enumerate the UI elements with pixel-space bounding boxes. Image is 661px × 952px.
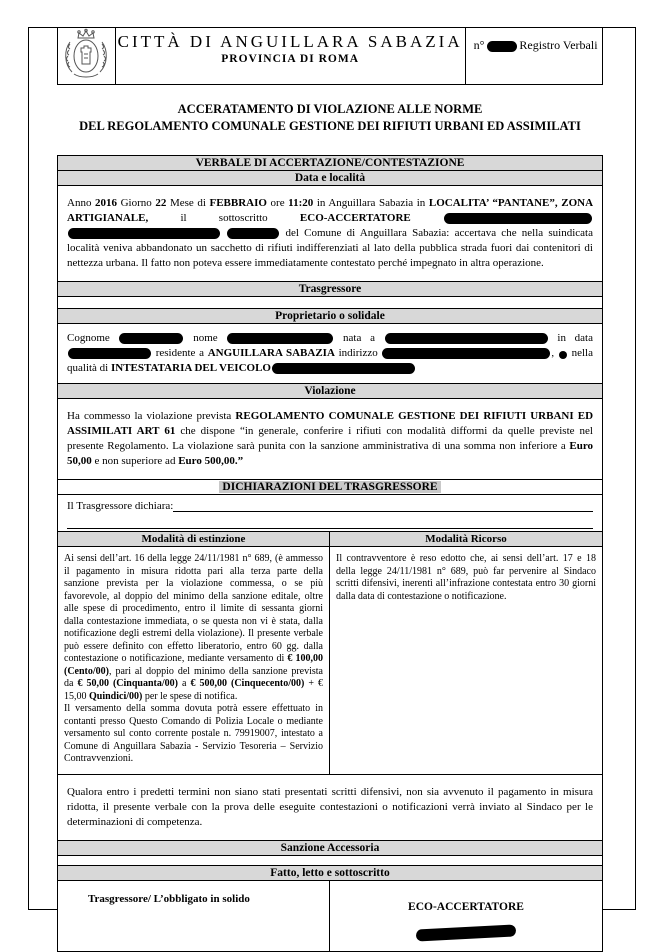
redaction-bar	[272, 363, 415, 374]
dichiara-line1	[67, 498, 593, 512]
section-header-dichiarazioni	[58, 480, 602, 495]
estinzione-column-header: Modalità di estinzione	[58, 532, 330, 546]
dichiarazioni-row	[58, 495, 602, 532]
section-header-verbale: VERBALE DI ACCERTAZIONE/CONTESTAZIONE	[58, 156, 602, 171]
redaction-bar	[68, 348, 151, 359]
document-header	[57, 27, 603, 85]
registro-label: Registro Verbali	[519, 38, 598, 52]
redaction-bar	[382, 348, 550, 359]
dichiara-blank-line-2	[67, 512, 593, 529]
registro-number-prefix: n°	[473, 38, 485, 52]
estinzione-text: Ai sensi dell’art. 16 della legge 24/11/1981 n° 689, (è ammesso il pagamento in misura ridotta pari alla terza parte della sanzione prevista per la violazione commessa, o se più favorevole, al doppio del minimo della sanzione editale, oltre alle spese di procedimento, entro il limite di sessanta giorni dalla contestazione immediata, o se questa non vi è stata, dalla notificazione degli estremi della violazione). Il presente verbale può essere definito con effetto liberatorio, entro 60 gg. dalla contestazione o notificazione, mediante versamento di € 100,00 (Cento/00), pari al doppio del minimo della sanzione prevista da € 50,00 (Cinquanta/00) a € 500,00 (Cinquecento/00) + € 15,00 Quindici/00) per le spese di notifica. Il versamento della somma dovuta potrà essere effettuato in contanti presso Questo Comando di Polizia Locale o mediante versamento sul conto corrente postale n. 79919007, intestato a Comune di Anguillara Sabazia - Servizio Tesoreria – Servizio Contravvenzioni.	[58, 547, 330, 774]
redaction-bar	[385, 333, 548, 344]
modalita-header-row	[58, 532, 602, 547]
ricorso-column-header: Modalità Ricorso	[330, 532, 602, 546]
section-header-sanzione: Sanzione Accessoria	[58, 841, 602, 856]
violazione-text: Ha commesso la violazione prevista REGOLAMENTO COMUNALE GESTIONE DEI RIFIUTI URBANI ED ASSIMILATI ART 61 che dispone “in generale, conferire i rifiuti con modalità difformi da quelle previste nel presente Regolamento. La violazione sarà punita con la sanzione amministrativa di una somma non inferiore a Euro 50,00 e non superiore ad Euro 500,00.”	[58, 399, 602, 480]
section-header-trasgressore: Trasgressore	[58, 282, 602, 297]
section-header-fatto: Fatto, letto e sottoscritto	[58, 866, 602, 881]
redaction-bar	[227, 333, 333, 344]
dichiara-blank-line-1	[173, 498, 593, 512]
city-crest-icon	[58, 28, 116, 84]
qualora-text: Qualora entro i predetti termini non siano stati presentati scritti difensivi, non sia avvenuto il pagamento in misura ridotta, il presente verbale con la prova delle eseguite contestazioni o notificazioni verrà inviato al Sindaco per le determinazioni di competenza.	[58, 775, 602, 841]
trasgressore-empty-row	[58, 297, 602, 309]
city-name: CITTÀ DI ANGUILLARA SABAZIA	[117, 32, 463, 51]
signature-row	[58, 881, 602, 951]
section-header-violazione: Violazione	[58, 384, 602, 399]
registro-number-redaction	[487, 41, 517, 52]
sanzione-empty-row	[58, 856, 602, 866]
section-header-data-localita: Data e località	[58, 171, 602, 186]
province-name: PROVINCIA DI ROMA	[221, 53, 359, 65]
document	[57, 27, 603, 952]
proprietario-text: Cognome nome nata a in data residente a ANGUILLARA SABAZIA indirizzo , nella qualità di INTESTATARIA DEL VEICOLO	[58, 324, 602, 384]
registro-verbali-cell	[466, 28, 602, 84]
verbale-table	[57, 155, 603, 952]
data-localita-text: Anno 2016 Giorno 22 Mese di FEBBRAIO ore 11:20 in Anguillara Sabazia in LOCALITA’ “PANTANE”, ZONA ARTIGIANALE, il sottoscritto ECO-ACCERTATORE del Comune di Anguillara Sabazia: accertava che nella suindicata località veniva abbandonato un sacchetto di rifiuti indifferenziati al lato della pubblica strada fuori dai contenitori di nettezza urbana. Il fatto non poteva essere immediatamente contestato perché impegnato in altra operazione.	[58, 186, 602, 282]
ricorso-text: Il contravventore è reso edotto che, ai sensi dell’art. 17 e 18 della legge 24/11/1981 n° 689, può far pervenire al Sindaco scritti difensivi, inerenti all’infrazione contestata entro 30 giorni dalla data di contestazione o notificazione.	[336, 553, 596, 602]
accertatore-signature-redaction	[416, 924, 516, 941]
firma-accertatore-label: ECO-ACCERTATORE	[408, 900, 524, 913]
section-header-proprietario: Proprietario o solidale	[58, 309, 602, 324]
redaction-bar	[444, 213, 592, 224]
firma-trasgressore-label: Trasgressore/ L’obbligato in solido	[58, 881, 330, 951]
document-title-line1: ACCERATAMENTO DI VIOLAZIONE ALLE NORME	[177, 102, 483, 116]
redaction-bar	[68, 228, 220, 239]
firma-accertatore-cell	[330, 881, 602, 951]
redaction-bar	[559, 351, 567, 359]
redaction-bar	[227, 228, 279, 239]
dichiarazioni-highlight: DICHIARAZIONI DEL TRASGRESSORE	[219, 481, 440, 493]
redaction-bar	[119, 333, 183, 344]
document-title	[57, 101, 603, 135]
dichiara-label: Il Trasgressore dichiara:	[67, 500, 174, 512]
document-title-line2: DEL REGOLAMENTO COMUNALE GESTIONE DEI RIFIUTI URBANI ED ASSIMILATI	[79, 119, 581, 133]
modalita-body-row	[58, 547, 602, 775]
crest-svg	[60, 28, 112, 84]
header-title-cell	[116, 28, 466, 84]
